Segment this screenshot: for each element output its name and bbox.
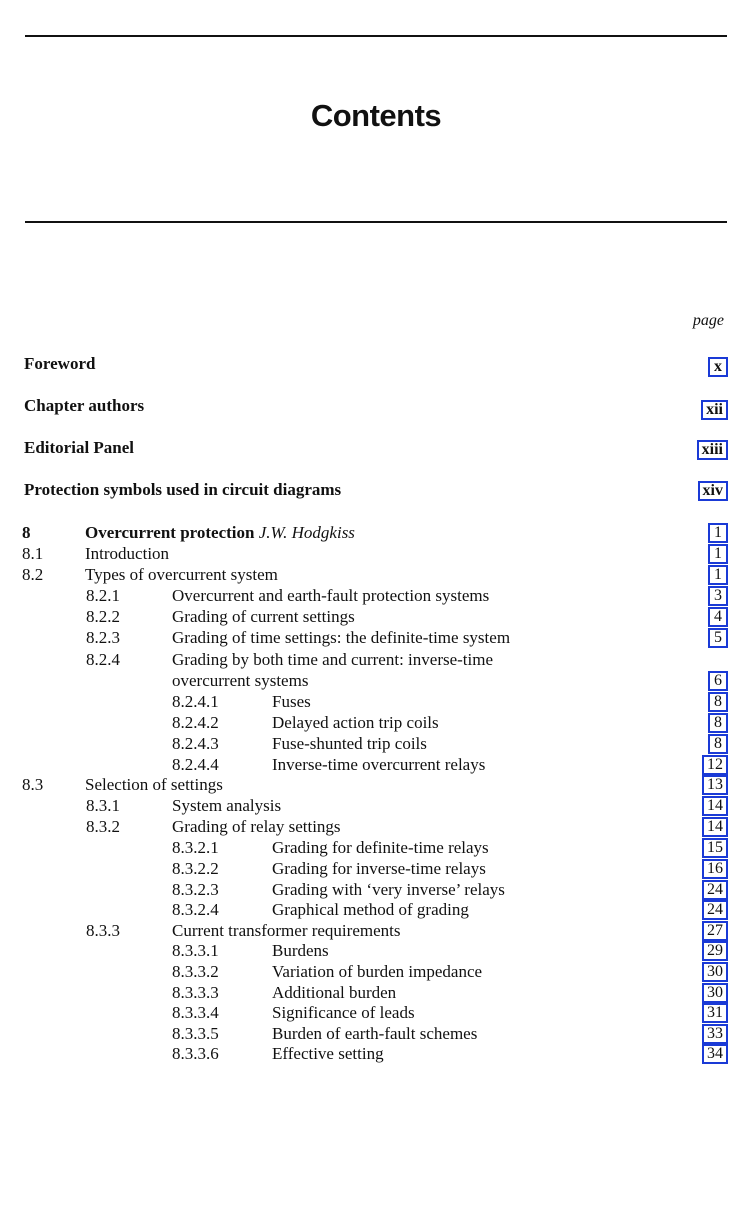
section-number: 8.3.2.3 [172,880,219,899]
page-number[interactable]: 12 [702,755,728,775]
page-number[interactable]: 1 [708,565,728,585]
section-number: 8.2.4.1 [172,692,219,711]
toc-entry[interactable] [0,858,752,879]
section-title-continued: overcurrent systems [172,671,309,690]
toc-entry[interactable] [0,795,752,816]
page-column-header: page [692,312,724,329]
section-number: 8.3.1 [86,796,120,815]
section-number: 8.2.3 [86,628,120,647]
page-number-protection-symbols[interactable]: xiv [698,481,728,501]
section-number: 8.3.3.5 [172,1024,219,1043]
section-number: 8.3.3.6 [172,1044,219,1063]
toc-entry[interactable] [0,585,752,606]
front-matter-chapter-authors[interactable]: Chapter authors [24,396,145,415]
toc-entry[interactable] [0,961,752,982]
section-title: Fuses [272,692,311,711]
toc-entry[interactable] [0,899,752,920]
section-title: Grading for definite-time relays [272,838,489,857]
page-number[interactable]: 13 [702,775,728,795]
section-number: 8.2.4.4 [172,755,219,774]
section-title: Variation of burden impedance [272,962,483,981]
page-number[interactable]: 33 [702,1024,728,1044]
top-rule [25,35,727,37]
page-number[interactable]: 30 [702,983,728,1003]
page-number-foreword[interactable]: x [708,357,728,377]
page-number[interactable]: 8 [708,713,728,733]
section-number: 8.1 [22,544,44,563]
section-title: Graphical method of grading [272,900,469,919]
page-number[interactable]: 31 [702,1003,728,1023]
page-number[interactable]: 1 [708,544,728,564]
toc-entry[interactable] [0,1043,752,1064]
page-title: Contents [310,98,442,133]
page-number[interactable]: 15 [702,838,728,858]
page-number[interactable]: 14 [702,796,728,816]
toc-entry[interactable] [0,754,752,775]
section-title [85,522,355,543]
section-title: Current transformer requirements [172,921,401,940]
toc-entry[interactable] [0,606,752,627]
section-number: 8.2.1 [86,586,120,605]
section-title: Effective setting [272,1044,384,1063]
section-title: Introduction [85,544,170,563]
front-matter-protection-symbols[interactable]: Protection symbols used in circuit diagrams [24,480,342,499]
section-number: 8.2 [22,565,44,584]
section-title: Burden of earth-fault schemes [272,1024,478,1043]
toc-entry[interactable] [0,543,752,564]
toc-entry[interactable] [0,837,752,858]
section-title: Additional burden [272,983,397,1002]
section-number: 8.3.2.1 [172,838,219,857]
section-number: 8 [22,523,31,542]
page-number[interactable]: 1 [708,523,728,543]
toc-entry[interactable] [0,920,752,941]
toc-entry[interactable] [0,564,752,585]
toc-entry[interactable] [0,627,752,648]
toc-entry[interactable] [0,649,752,691]
page-number[interactable]: 29 [702,941,728,961]
page-number-chapter-authors[interactable]: xii [701,400,728,420]
toc-entry[interactable] [0,522,752,543]
page-number[interactable]: 24 [702,880,728,900]
front-matter-foreword[interactable]: Foreword [24,354,96,373]
section-number: 8.3.3.2 [172,962,219,981]
section-number: 8.3.2.4 [172,900,219,919]
section-number: 8.3.3 [86,921,120,940]
toc-entry[interactable] [0,1023,752,1044]
page-number[interactable]: 30 [702,962,728,982]
page-number[interactable]: 24 [702,900,728,920]
section-number: 8.2.4 [86,650,120,669]
section-title: Grading by both time and current: inverse-time [172,650,494,669]
front-matter-editorial-panel[interactable]: Editorial Panel [24,438,135,457]
toc-entry[interactable] [0,1002,752,1023]
page-number[interactable]: 8 [708,734,728,754]
section-number: 8.3.2 [86,817,120,836]
section-title: Types of overcurrent system [85,565,278,584]
section-number: 8.2.4.2 [172,713,219,732]
section-title: Fuse-shunted trip coils [272,734,427,753]
page-number[interactable]: 4 [708,607,728,627]
section-number: 8.3.3.1 [172,941,219,960]
toc-entry[interactable] [0,712,752,733]
section-title: Grading of time settings: the definite-time system [172,628,511,647]
toc-entry[interactable] [0,816,752,837]
page-number[interactable]: 14 [702,817,728,837]
page-number[interactable]: 8 [708,692,728,712]
page-number[interactable]: 27 [702,921,728,941]
page-number[interactable]: 34 [702,1044,728,1064]
page-number[interactable]: 5 [708,628,728,648]
page-number-editorial-panel[interactable]: xiii [697,440,728,460]
toc-entry[interactable] [0,940,752,961]
section-number: 8.2.4.3 [172,734,219,753]
toc-entry[interactable] [0,879,752,900]
page-number[interactable]: 16 [702,859,728,879]
toc-entry[interactable] [0,733,752,754]
title-bottom-rule [25,221,727,223]
section-title: Inverse-time overcurrent relays [272,755,486,774]
section-number: 8.2.2 [86,607,120,626]
section-title: System analysis [172,796,282,815]
section-title: Delayed action trip coils [272,713,439,732]
section-title: Selection of settings [85,775,223,794]
section-title: Overcurrent and earth-fault protection systems [172,586,490,605]
page-number[interactable]: 3 [708,586,728,606]
section-number: 8.3 [22,775,44,794]
toc-entry[interactable] [0,774,752,795]
section-number: 8.3.3.4 [172,1003,219,1022]
section-number: 8.3.2.2 [172,859,219,878]
chapter-title: Overcurrent protection [85,523,255,542]
section-title: Burdens [272,941,329,960]
section-title: Grading of current settings [172,607,355,626]
section-number: 8.3.3.3 [172,983,219,1002]
section-title: Grading for inverse-time relays [272,859,486,878]
toc-entry[interactable] [0,982,752,1003]
section-title: Grading with ‘very inverse’ relays [272,880,505,899]
chapter-author: J.W. Hodgkiss [258,523,355,542]
section-title: Grading of relay settings [172,817,341,836]
section-title: Significance of leads [272,1003,415,1022]
toc-entry[interactable] [0,691,752,712]
page-number[interactable]: 6 [708,671,728,691]
